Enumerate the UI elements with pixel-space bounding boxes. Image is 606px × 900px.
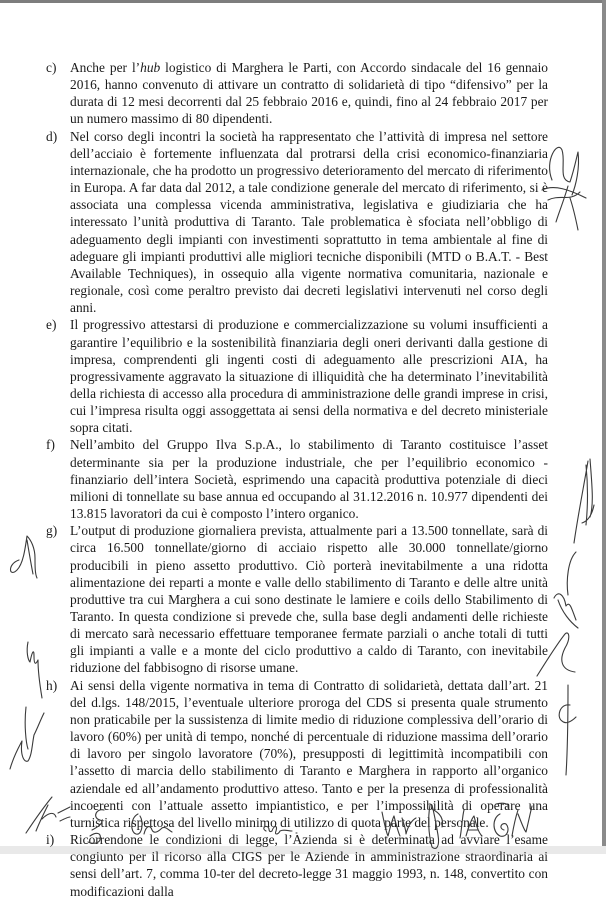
list-text: Nel corso degli incontri la società ha rappresentato che l’attività di impresa nel settore dell’acciaio è fortemente influenzata dal protrarsi della crisi economico-finanziaria internazionale, che ha prodotto un progressivo deterioramento del mercato di riferimento in Europa. A far data dal 2012, a tale condizione generale del mercato di riferimento, si è associata una complessa vicenda amministrativa, legislativa e giudiziaria che ha interessato l’unità produttiva di Taranto. Tale problematica è sfociata nell’obbligo di adeguamento degli impianti con investimenti soprattutto in tema ambientale al fine di adeguare gli impianti produttivi alle migliori tecniche disponibili (MTD o B.A.T. - Best Available Techniques), in ossequio alla vigente normativa comunitaria, nazionale e regionale, così come peraltro previsto dai decreti legislativi intervenuti nel corso degli anni. <box>70 128 548 316</box>
margin-signature-left-3 <box>6 705 46 773</box>
list-text: Il progressivo attestarsi di produzione e commercializzazione su volumi insufficienti a garantire l’equilibrio e la sostenibilità finanziaria degli oneri derivanti dalla gestione di impresa, comprendenti gli ingenti costi di adeguamento alle prescrizioni AIA, ha progressivamente aggravato la situazione di illiquidità che ha determinato l’inevitabilità della richiesta di accesso alla procedura di amministrazione delle grandi imprese in crisi, cui l’impresa risulta oggi assoggettata ai sensi della normativa e del decreto ministeriale sopra citati. <box>70 317 548 436</box>
list-label: h) <box>46 677 58 693</box>
list-item-i <box>46 831 548 900</box>
margin-signature-right-1 <box>540 140 590 235</box>
footer-signature-2 <box>82 806 112 846</box>
list-text: Ai sensi della vigente normativa in tema di Contratto di solidarietà, dettata dall’art. 21 del d.lgs. 148/2015, l’eventuale ulteriore proroga del CDS si presenta quale strumento non praticabile per la sussistenza di limite medio di riduzione complessiva dell’orario di lavoro (60%) per unità di tempo, nonché di percentuale di riduzione massima dell’orario di lavoro per singolo lavoratore (70%), presupposti di legittimità incompatibili con l’assetto di marcia dello stabilimento di Taranto e Marghera in rapporto all’organico aziendale ed all’andamento produttivo atteso. Tanto e per la presenza di professionalità incoerenti con l’attuale assetto impiantistico, e per l’impossibilità di operare una turnistica rispettosa del livello minimo di utilizzo di quota parte del personale. <box>70 677 548 830</box>
footer-signature-4 <box>260 821 300 837</box>
list-label: i) <box>46 832 55 848</box>
margin-signature-right-4 <box>535 630 580 680</box>
list-text: L’output di produzione giornaliera prevista, attualmente pari a 13.500 tonnellate, sarà di circa 16.500 tonnellate/giorno di acciaio rispetto alle 30.000 tonnellate/giorno producibili in pieno assetto produttivo. Ciò porterà inevitabilmente a una ridotta alimentazione dei reparti a monte e valle dello stabilimento di Taranto e delle altre unità produttive tra cui Marghera a cui sono destinate le lamiere e coils dello Stabilimento di Taranto. In questa condizione si prevede che, sulla base degli andamenti delle richieste di mercato sarà necessario effettuare temporanee fermate parziali o anche totali di tutti gli impianti a valle e a monte del ciclo produttivo a caldo di Taranto, con inevitabile riduzione del fabbisogno di risorse umane. <box>70 523 548 676</box>
text-run: Anche per l’ <box>70 60 141 75</box>
italic-term: hub <box>140 60 161 75</box>
document-page <box>46 59 548 900</box>
footer-signature-8 <box>490 800 535 842</box>
viewer-border-right <box>602 0 606 854</box>
list-text <box>70 59 548 128</box>
list-label: g) <box>46 523 58 539</box>
margin-signature-right-2 <box>570 455 600 545</box>
list-label: e) <box>46 317 57 333</box>
text-run: logistico di Marghera le Parti, con Accordo sindacale del 16 gennaio 2016, hanno convenuto di attivare un contratto di solidarietà di tipo “difensivo” per la durata di 12 mesi decorrenti dal 25 febbraio 2016 e, quindi, fino al 24 febbraio 2017 per un numero massimo di 80 dipendenti. <box>70 60 549 127</box>
list-item-e <box>46 316 548 436</box>
list-item-d <box>46 128 548 317</box>
list-text: Ricorrendone le condizioni di legge, l’Azienda si è determinata ad avviare l’esame congiunto per il ricorso alla CIGS per le Aziende in amministrazione straordinaria ai sensi dell’art. 7, comma 10-ter del decreto-legge 31 maggio 1993, n. 148, convertito con modificazioni dalla <box>70 832 548 899</box>
list-label: c) <box>46 60 57 75</box>
list-text: Nell’ambito del Gruppo Ilva S.p.A., lo stabilimento di Taranto costituisce l’asset determinante sia per la produzione industriale, che per l’equilibrio economico - finanziario dell’intera Società, esprimendo una capacità produttiva potenziale di dieci milioni di tonnellate su base annua ed occupando al 31.12.2016 n. 10.977 dipendenti dei 13.815 lavoratori da cui è composto l’intero organico. <box>70 437 548 522</box>
footer-signature-1 <box>22 793 72 835</box>
footer-signature-7 <box>456 808 484 840</box>
footer-signature-6 <box>424 803 448 853</box>
footer-signature-5 <box>380 808 418 838</box>
list-item-g <box>46 522 548 676</box>
viewer-border-top <box>0 0 606 3</box>
margin-signature-right-5 <box>552 683 582 778</box>
margin-signature-right-3 <box>548 550 588 630</box>
margin-signature-left-1 <box>5 530 41 580</box>
list-item-c <box>46 59 548 128</box>
list-label: d) <box>46 128 58 144</box>
list-item-f <box>46 436 548 522</box>
margin-signature-left-2 <box>24 640 44 700</box>
list-label: f) <box>46 437 55 453</box>
footer-signature-3 <box>128 812 173 838</box>
